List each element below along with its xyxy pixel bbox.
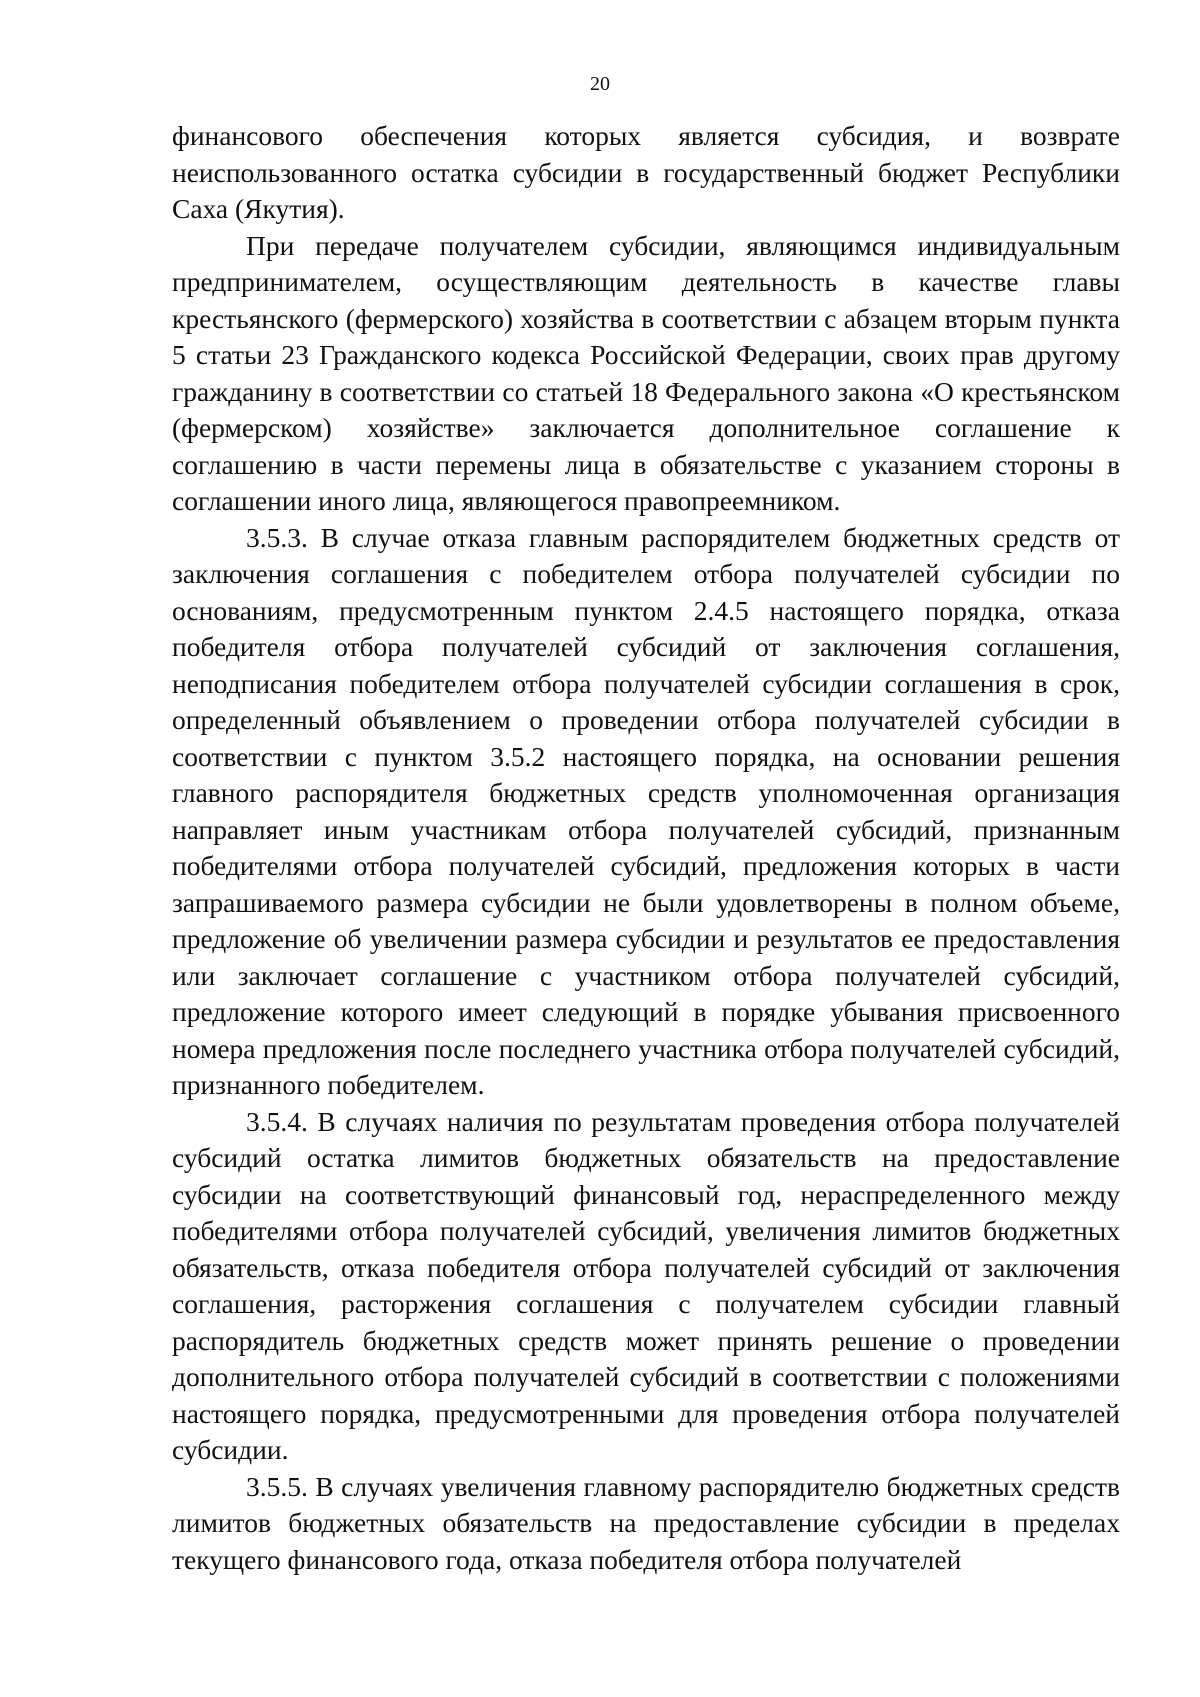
paragraph-continuation: финансового обеспечения которых является субсидия, и возврате неиспользованного остатка субсидии в государственный бюджет Республики Саха (Якутия). — [172, 120, 1120, 224]
paragraph-3-5-3: 3.5.3. В случае отказа главным распорядителем бюджетных средств от заключения соглашения с победителем отбора получателей субсидии по основаниям, предусмотренным пунктом 2.4.5 настоящего порядка, отказа победителя отбора получателей субсидий от заключения соглашения, неподписания победителем отбора получателей субсидии соглашения в срок, определенный объявлением о проведении отбора получателей субсидии в соответствии с пунктом 3.5.2 настоящего порядка, на основании решения главного распорядителя бюджетных средств уполномоченная организация направляет иным участникам отбора получателей субсидий, признанным победителями отбора получателей субсидий, предложения которых в части запрашиваемого размера субсидии не были удовлетворены в полном объеме, предложение об увеличении размера субсидии и результатов ее предоставления или заключает соглашение с участником отбора получателей субсидий, предложение которого имеет следующий в порядке убывания присвоенного номера предложения после последнего участника отбора получателей субсидий, признанного победителем. — [172, 521, 1120, 1100]
paragraph-3-5-4: 3.5.4. В случаях наличия по результатам проведения отбора получателей субсидий остатка лимитов бюджетных обязательств на предоставление субсидии на соответствующий финансовый год, нераспределенного между победителями отбора получателей субсидий, увеличения лимитов бюджетных обязательств, отказа победителя отбора получателей субсидий от заключения соглашения, расторжения соглашения с получателем субсидии главный распорядитель бюджетных средств может принять решение о проведении дополнительного отбора получателей субсидий в соответствии с положениями настоящего порядка, предусмотренными для проведения отбора получателей субсидии. — [172, 1105, 1120, 1465]
document-body — [172, 118, 1120, 1578]
paragraph-transfer-of-rights: При передаче получателем субсидии, являющимся индивидуальным предпринимателем, осуществляющим деятельность в качестве главы крестьянского (фермерского) хозяйства в соответствии с абзацем вторым пункта 5 статьи 23 Гражданского кодекса Российской Федерации, своих прав другому гражданину в соответствии со статьей 18 Федерального закона «О крестьянском (фермерском) хозяйстве» заключается дополнительное соглашение к соглашению в части перемены лица в обязательстве с указанием стороны в соглашении иного лица, являющегося правопреемником. — [172, 229, 1120, 516]
page-number: 20 — [590, 73, 610, 95]
paragraph-3-5-5: 3.5.5. В случаях увеличения главному распорядителю бюджетных средств лимитов бюджетных обязательств на предоставление субсидии в пределах текущего финансового года, отказа победителя отбора получателей — [172, 1470, 1120, 1575]
